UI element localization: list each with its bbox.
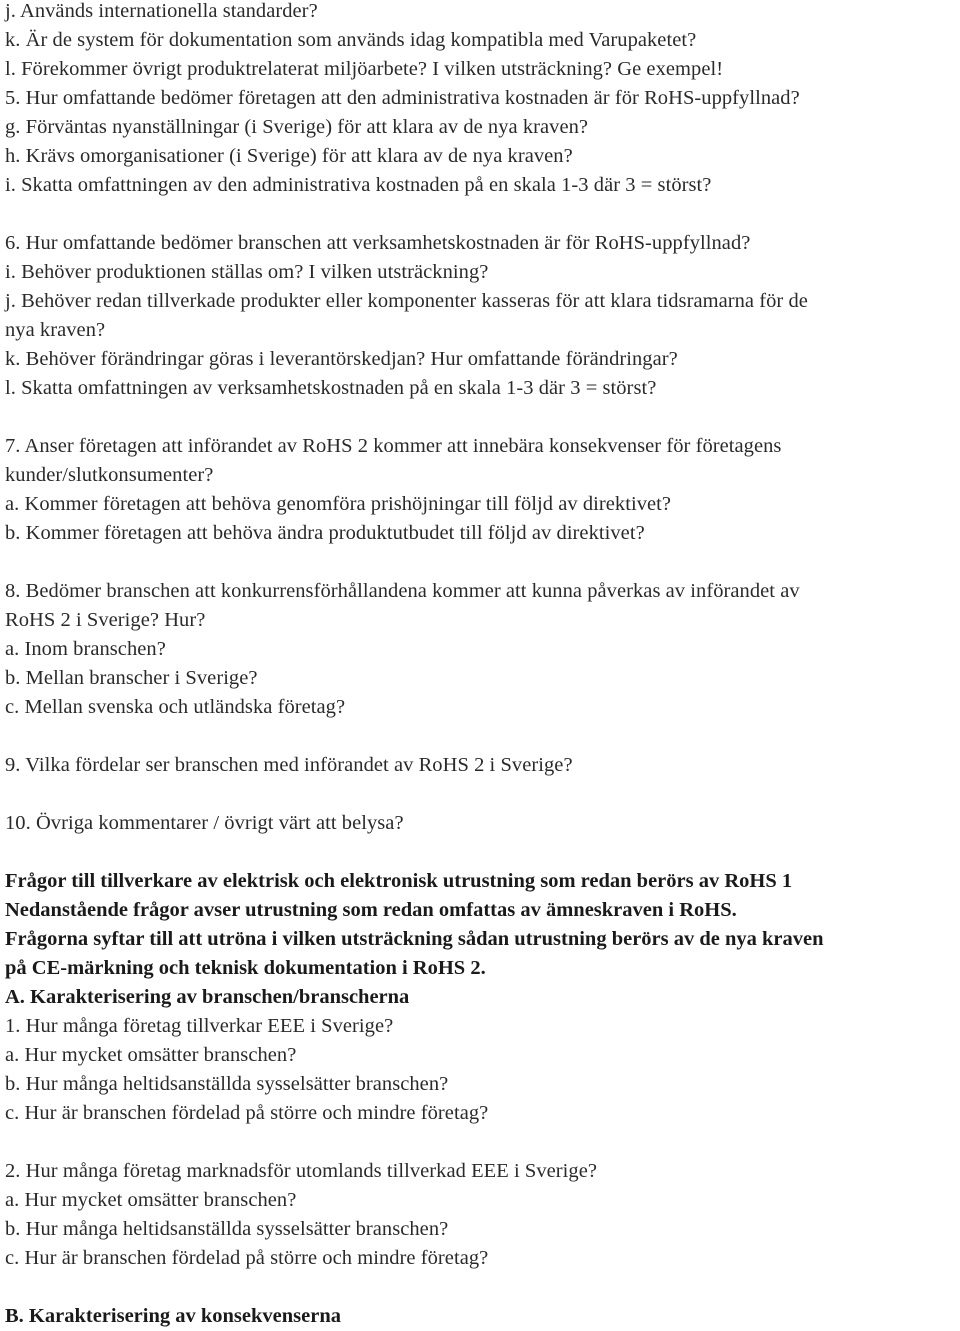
question-a2: 2. Hur många företag marknadsför utomlands tillverkad EEE i Sverige?: [5, 1160, 598, 1182]
paragraph-gap: [5, 780, 957, 809]
question-a2c: c. Hur är branschen fördelad på större och mindre företag?: [5, 1247, 489, 1269]
question-6: 6. Hur omfattande bedömer branschen att verksamhetskostnaden är för RoHS-uppfyllnad?: [5, 232, 751, 254]
question-8a: a. Inom branschen?: [5, 638, 166, 660]
question-4k: k. Är de system för dokumentation som används idag kompatibla med Varupaketet?: [5, 29, 697, 51]
question-8c: c. Mellan svenska och utländska företag?: [5, 696, 346, 718]
question-a1a: a. Hur mycket omsätter branschen?: [5, 1044, 297, 1066]
paragraph-gap: [5, 1273, 957, 1302]
question-5i: i. Skatta omfattningen av den administrativa kostnaden på en skala 1-3 där 3 = störst?: [5, 174, 712, 196]
question-6j: j. Behöver redan tillverkade produkter eller komponenter kasseras för att klara tidsramarna för de: [5, 290, 808, 312]
question-a1c: c. Hur är branschen fördelad på större och mindre företag?: [5, 1102, 489, 1124]
subsection-heading-b: B. Karakterisering av konsekvenserna: [5, 1305, 341, 1327]
question-8: 8. Bedömer branschen att konkurrensförhållandena kommer att kunna påverkas av införandet av: [5, 580, 800, 602]
question-7b: b. Kommer företagen att behöva ändra produktutbudet till följd av direktivet?: [5, 522, 645, 544]
paragraph-gap: [5, 722, 957, 751]
paragraph-gap: [5, 403, 957, 432]
question-a1: 1. Hur många företag tillverkar EEE i Sverige?: [5, 1015, 394, 1037]
paragraph-gap: [5, 838, 957, 867]
question-8b: b. Mellan branscher i Sverige?: [5, 667, 258, 689]
document-page: [5, 0, 957, 1331]
paragraph-gap: [5, 200, 957, 229]
paragraph-gap: [5, 548, 957, 577]
subsection-heading-a: A. Karakterisering av branschen/branscherna: [5, 986, 410, 1008]
question-a2a: a. Hur mycket omsätter branschen?: [5, 1189, 297, 1211]
question-7: 7. Anser företagen att införandet av RoHS 2 kommer att innebära konsekvenser för företagens: [5, 435, 782, 457]
question-6l: l. Skatta omfattningen av verksamhetskostnaden på en skala 1-3 där 3 = störst?: [5, 377, 657, 399]
question-a1b: b. Hur många heltidsanställda sysselsätter branschen?: [5, 1073, 449, 1095]
question-6j-continued: nya kraven?: [5, 319, 106, 341]
question-5g: g. Förväntas nyanställningar (i Sverige) för att klara av de nya kraven?: [5, 116, 589, 138]
question-7a: a. Kommer företagen att behöva genomföra prishöjningar till följd av direktivet?: [5, 493, 672, 515]
question-8-continued: RoHS 2 i Sverige? Hur?: [5, 609, 206, 631]
section-intro-line-3: på CE-märkning och teknisk dokumentation i RoHS 2.: [5, 957, 486, 979]
paragraph-gap: [5, 1128, 957, 1157]
question-4j: j. Används internationella standarder?: [5, 0, 318, 22]
question-4l: l. Förekommer övrigt produktrelaterat miljöarbete? I vilken utsträckning? Ge exempel!: [5, 58, 724, 80]
question-9: 9. Vilka fördelar ser branschen med införandet av RoHS 2 i Sverige?: [5, 754, 573, 776]
question-10: 10. Övriga kommentarer / övrigt värt att belysa?: [5, 812, 404, 834]
section-intro-line-2: Frågorna syftar till att utröna i vilken utsträckning sådan utrustning berörs av de nya kraven: [5, 928, 824, 950]
question-6i: i. Behöver produktionen ställas om? I vilken utsträckning?: [5, 261, 489, 283]
question-7-continued: kunder/slutkonsumenter?: [5, 464, 214, 486]
section-heading: Frågor till tillverkare av elektrisk och elektronisk utrustning som redan berörs av RoHS 1: [5, 870, 793, 892]
question-6k: k. Behöver förändringar göras i leverantörskedjan? Hur omfattande förändringar?: [5, 348, 678, 370]
section-intro-line-1: Nedanstående frågor avser utrustning som redan omfattas av ämneskraven i RoHS.: [5, 899, 737, 921]
question-5h: h. Krävs omorganisationer (i Sverige) för att klara av de nya kraven?: [5, 145, 573, 167]
question-5: 5. Hur omfattande bedömer företagen att den administrativa kostnaden är för RoHS-uppfyllnad?: [5, 87, 800, 109]
question-a2b: b. Hur många heltidsanställda sysselsätter branschen?: [5, 1218, 449, 1240]
